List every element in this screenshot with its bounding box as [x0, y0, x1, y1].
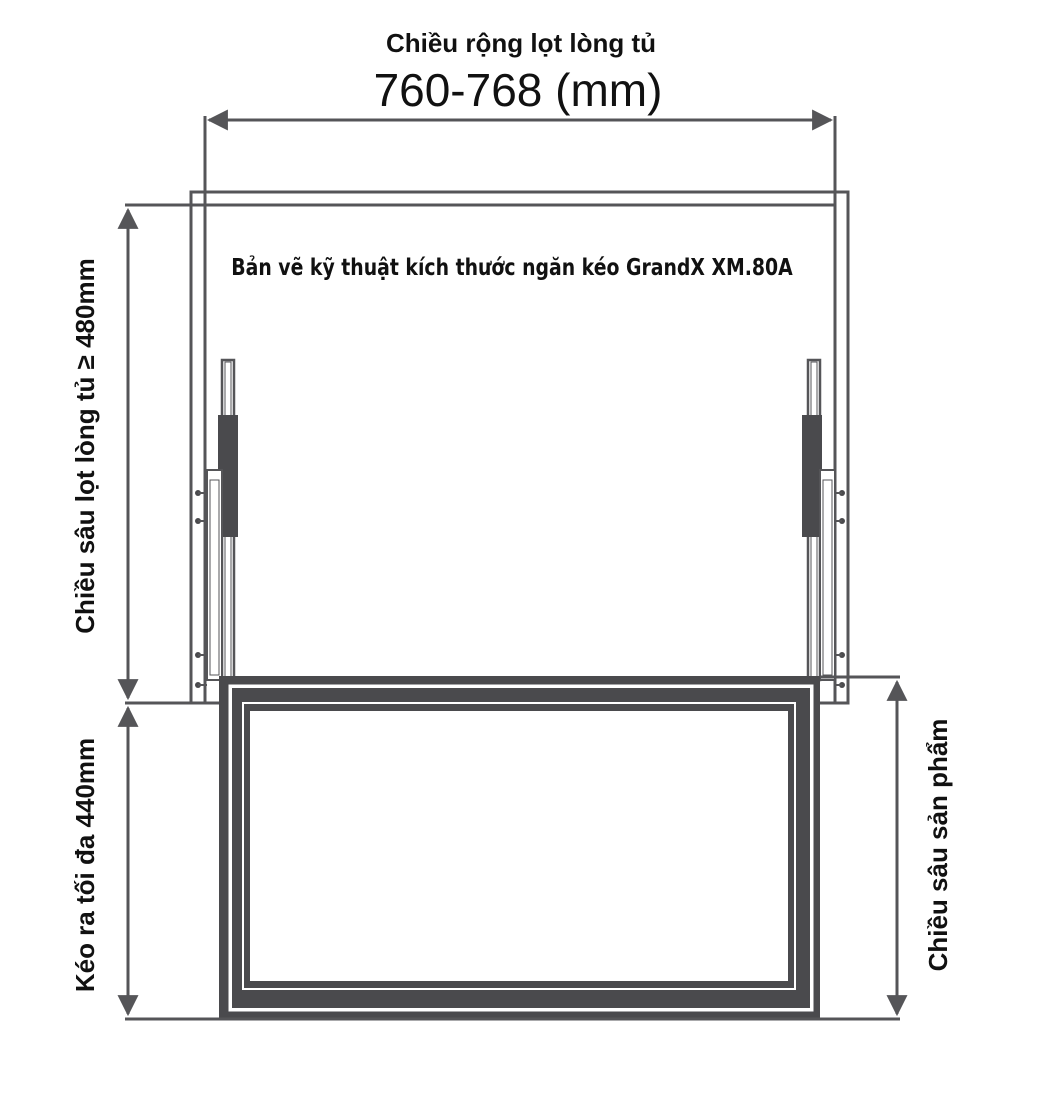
drawer-basket-frame [219, 676, 820, 1019]
pullout-label: Kéo ra tối đa 440mm [70, 737, 100, 993]
cabinet-depth-label: Chiều sâu lọt lòng tủ ≥ 480mm [70, 258, 100, 634]
right-runner-rail [802, 360, 845, 688]
drawing-title: Bản vẽ kỹ thuật kích thước ngăn kéo GrandX XM.80A [231, 253, 793, 281]
left-runner-rail [195, 360, 238, 688]
width-dimension-value: 760-768 (mm) [373, 64, 663, 116]
width-dimension-label: Chiều rộng lọt lòng tủ [385, 28, 657, 58]
product-depth-label: Chiều sâu sản phẩm [923, 718, 953, 972]
cabinet-depth-dimension-line [125, 205, 205, 698]
